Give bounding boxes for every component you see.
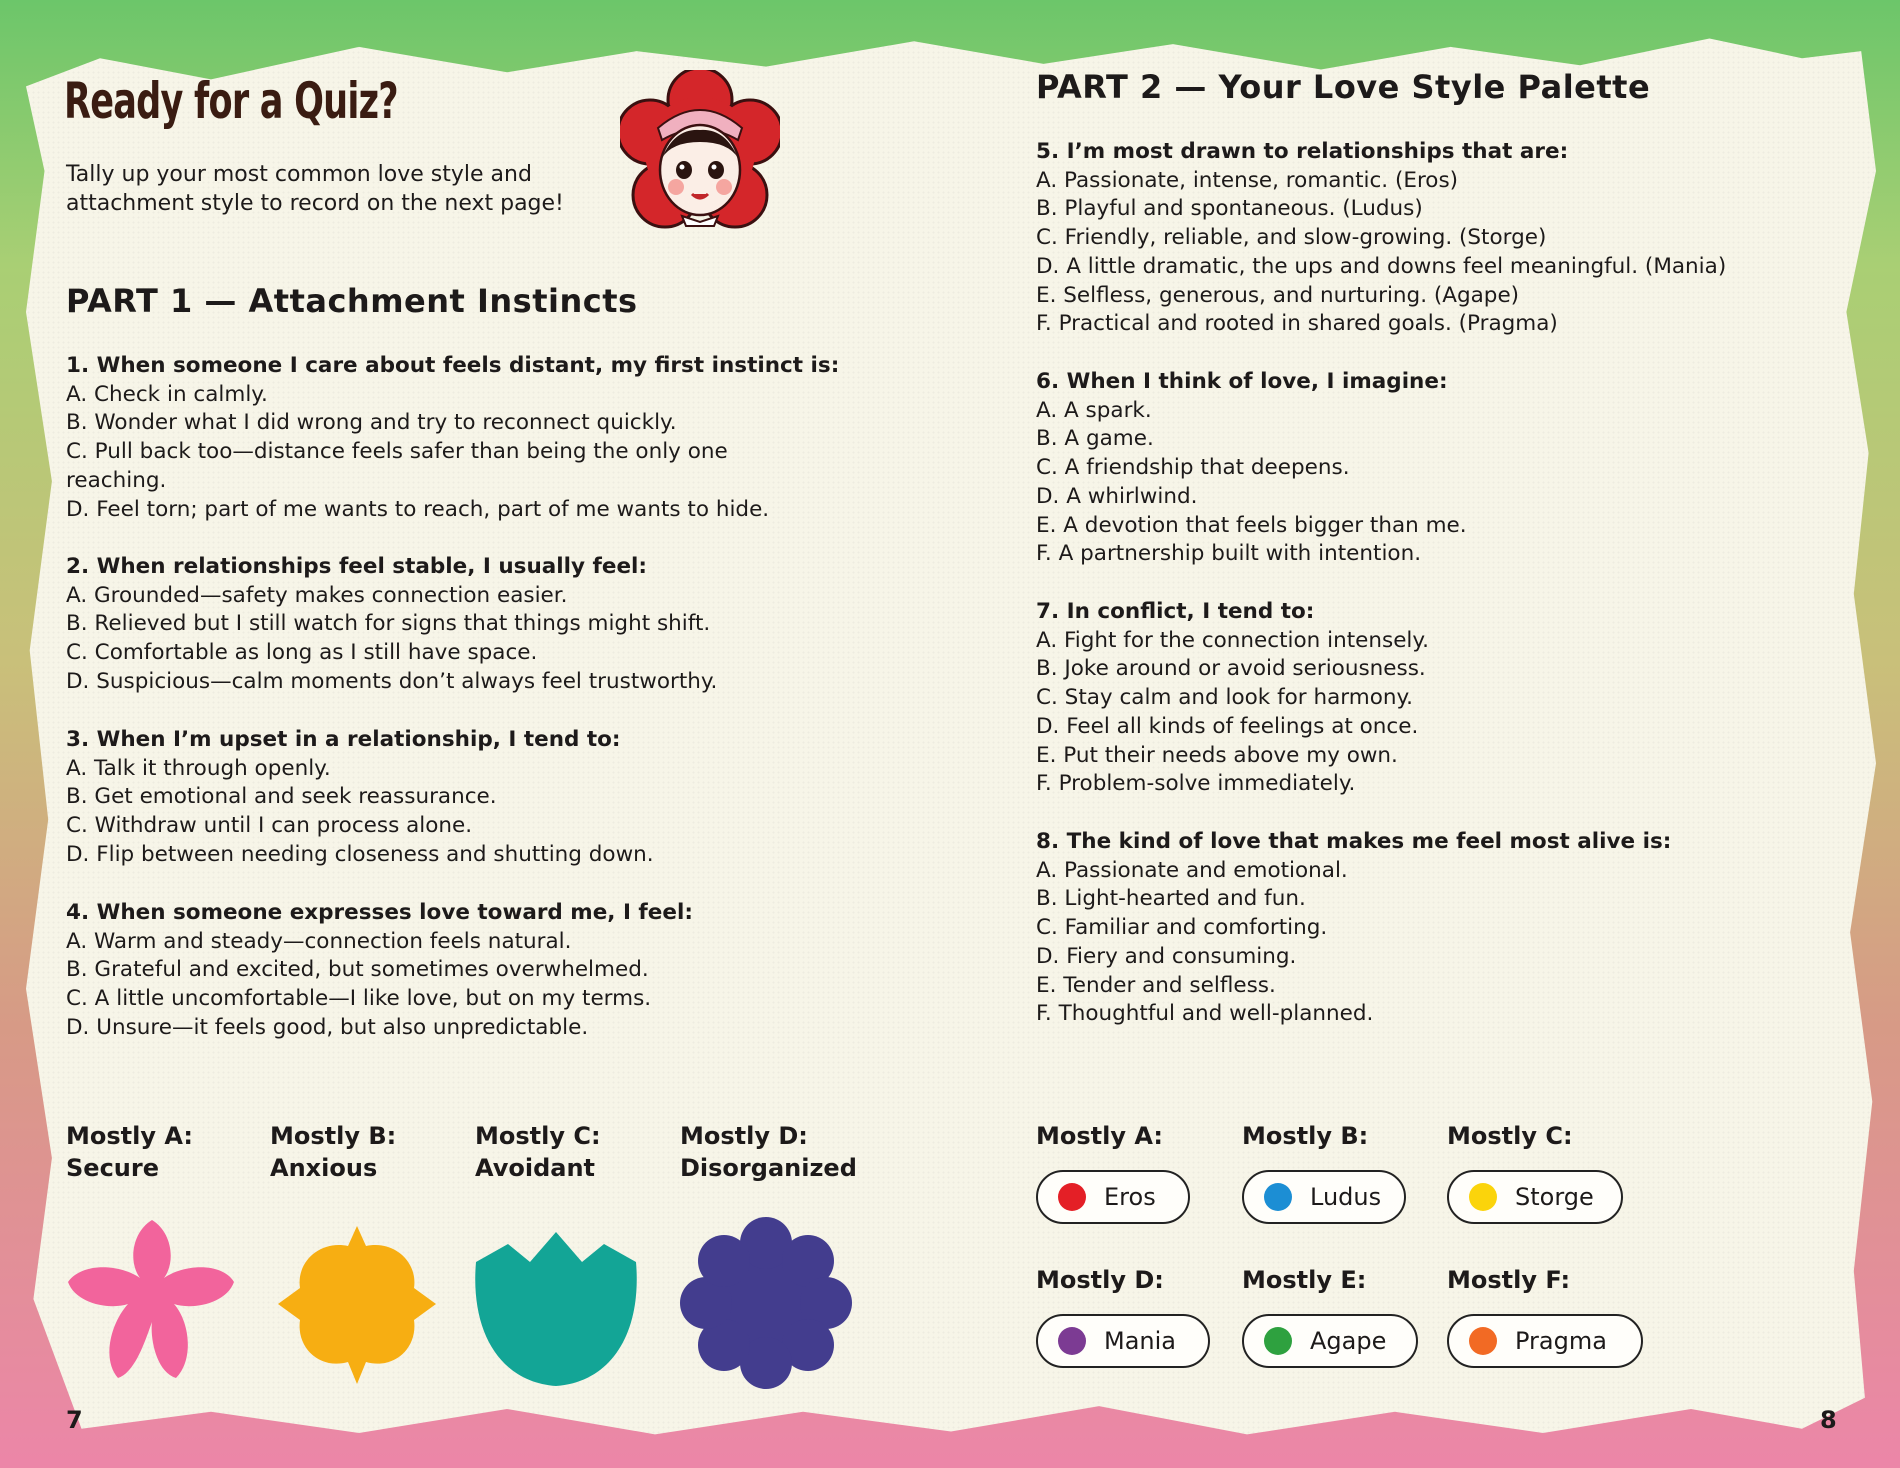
- option: E. Tender and selfless.: [1036, 972, 1276, 998]
- option: B. Playful and spontaneous. (Ludus): [1036, 196, 1423, 222]
- question-text: 3. When I’m upset in a relationship, I tend to:: [66, 727, 621, 752]
- mania-pill: [1036, 1314, 1210, 1368]
- option: F. Practical and rooted in shared goals. (Pragma): [1036, 311, 1558, 337]
- legend-label-f: Mostly F:: [1447, 1266, 1571, 1294]
- option: D. Unsure—it feels good, but also unpredictable.: [66, 1014, 589, 1040]
- option: F. Problem-solve immediately.: [1036, 771, 1356, 797]
- legend-label: Mostly B:: [270, 1122, 397, 1150]
- option: A. Grounded—safety makes connection easier.: [66, 582, 568, 608]
- option: A. Passionate and emotional.: [1036, 857, 1348, 883]
- legend-label-c: Mostly C:: [1447, 1122, 1573, 1150]
- option: A. Check in calmly.: [66, 381, 268, 407]
- legend-avoidant: [475, 1120, 601, 1184]
- legend-disorganized: [680, 1120, 857, 1184]
- option: D. A whirlwind.: [1036, 483, 1198, 509]
- option: D. Fiery and consuming.: [1036, 943, 1297, 969]
- option: B. Grateful and excited, but sometimes overwhelmed.: [66, 957, 649, 983]
- question-text: 7. In conflict, I tend to:: [1036, 599, 1315, 624]
- page-title: Ready for a Quiz?: [64, 72, 398, 130]
- option: F. A partnership built with intention.: [1036, 541, 1422, 567]
- purple-dot-icon: [1058, 1327, 1086, 1355]
- question-text: 5. I’m most drawn to relationships that are:: [1036, 139, 1569, 164]
- question-5: [1036, 138, 1856, 339]
- pill-label: Mania: [1104, 1327, 1176, 1355]
- question-2: [66, 553, 826, 697]
- pill-label: Agape: [1310, 1327, 1387, 1355]
- legend-value: Avoidant: [475, 1154, 596, 1182]
- option: E. Put their needs above my own.: [1036, 742, 1398, 768]
- option: C. A friendship that deepens.: [1036, 455, 1350, 481]
- teal-tulip-shape: [472, 1222, 640, 1390]
- option: B. Relieved but I still watch for signs that things might shift.: [66, 611, 711, 637]
- red-dot-icon: [1058, 1183, 1086, 1211]
- option: B. Wonder what I did wrong and try to reconnect quickly.: [66, 410, 677, 436]
- option: C. Friendly, reliable, and slow-growing. (Storge): [1036, 225, 1547, 251]
- pragma-pill: [1447, 1314, 1643, 1368]
- legend-value: Anxious: [270, 1154, 378, 1182]
- question-6: [1036, 368, 1856, 569]
- flower-girl-mascot-icon: [620, 70, 780, 240]
- part2-title: PART 2 — Your Love Style Palette: [1036, 68, 1651, 106]
- legend-label-b: Mostly B:: [1242, 1122, 1369, 1150]
- option: A. A spark.: [1036, 397, 1152, 423]
- option: E. Selfless, generous, and nurturing. (Agape): [1036, 282, 1520, 308]
- blue-dot-icon: [1264, 1183, 1292, 1211]
- pill-label: Eros: [1104, 1183, 1156, 1211]
- option: C. Withdraw until I can process alone.: [66, 813, 473, 839]
- option: A. Warm and steady—connection feels natural.: [66, 928, 572, 954]
- option: A. Fight for the connection intensely.: [1036, 627, 1429, 653]
- pill-label: Pragma: [1515, 1327, 1607, 1355]
- option: D. Flip between needing closeness and shutting down.: [66, 841, 654, 867]
- option: C. Familiar and comforting.: [1036, 915, 1328, 941]
- agape-pill: [1242, 1314, 1418, 1368]
- pink-flower-shape: [62, 1212, 242, 1387]
- option: B. Light-hearted and fun.: [1036, 886, 1306, 912]
- purple-scalloped-flower-shape: [678, 1215, 854, 1391]
- pill-label: Ludus: [1310, 1183, 1382, 1211]
- legend-label: Mostly D:: [680, 1122, 808, 1150]
- intro-text: Tally up your most common love style and attachment style to record on the next page!: [66, 162, 564, 216]
- question-3: [66, 726, 826, 870]
- green-dot-icon: [1264, 1327, 1292, 1355]
- option: C. Comfortable as long as I still have space.: [66, 640, 538, 666]
- legend-value: Disorganized: [680, 1154, 857, 1182]
- option: C. A little uncomfortable—I like love, but on my terms.: [66, 986, 652, 1012]
- option: D. Feel all kinds of feelings at once.: [1036, 713, 1419, 739]
- option: A. Passionate, intense, romantic. (Eros): [1036, 167, 1459, 193]
- option: B. Joke around or avoid seriousness.: [1036, 656, 1426, 682]
- legend-label: Mostly A:: [66, 1122, 193, 1150]
- option: D. Feel torn; part of me wants to reach, part of me wants to hide.: [66, 496, 770, 522]
- option: A. Talk it through openly.: [66, 755, 331, 781]
- option: F. Thoughtful and well-planned.: [1036, 1001, 1374, 1027]
- legend-label-d: Mostly D:: [1036, 1266, 1164, 1294]
- legend-label: Mostly C:: [475, 1122, 601, 1150]
- option: D. A little dramatic, the ups and downs feel meaningful. (Mania): [1036, 253, 1727, 279]
- question-7: [1036, 598, 1856, 799]
- option: C. Stay calm and look for harmony.: [1036, 685, 1413, 711]
- page-number-right: 8: [1820, 1406, 1837, 1434]
- pill-label: Storge: [1515, 1183, 1594, 1211]
- option: D. Suspicious—calm moments don’t always feel trustworthy.: [66, 668, 718, 694]
- question-text: 4. When someone expresses love toward me, I feel:: [66, 900, 693, 925]
- question-8: [1036, 828, 1856, 1029]
- option: E. A devotion that feels bigger than me.: [1036, 512, 1467, 538]
- question-text: 2. When relationships feel stable, I usually feel:: [66, 554, 648, 579]
- question-text: 1. When someone I care about feels distant, my first instinct is:: [66, 353, 840, 378]
- legend-label-a: Mostly A:: [1036, 1122, 1163, 1150]
- yellow-quatrefoil-shape: [272, 1222, 442, 1387]
- legend-value: Secure: [66, 1154, 159, 1182]
- eros-pill: [1036, 1170, 1190, 1224]
- question-text: 8. The kind of love that makes me feel most alive is:: [1036, 829, 1672, 854]
- orange-dot-icon: [1469, 1327, 1497, 1355]
- legend-anxious: [270, 1120, 396, 1184]
- option: C. Pull back too—distance feels safer than being the only one reaching.: [66, 439, 728, 493]
- yellow-dot-icon: [1469, 1183, 1497, 1211]
- legend-label-e: Mostly E:: [1242, 1266, 1367, 1294]
- question-text: 6. When I think of love, I imagine:: [1036, 369, 1448, 394]
- option: B. A game.: [1036, 426, 1154, 452]
- question-1: [66, 352, 840, 524]
- question-4: [66, 899, 826, 1043]
- part1-title: PART 1 — Attachment Instincts: [66, 282, 638, 320]
- page-number-left: 7: [66, 1406, 83, 1434]
- legend-secure: [66, 1120, 193, 1184]
- option: B. Get emotional and seek reassurance.: [66, 784, 497, 810]
- ludus-pill: [1242, 1170, 1406, 1224]
- storge-pill: [1447, 1170, 1623, 1224]
